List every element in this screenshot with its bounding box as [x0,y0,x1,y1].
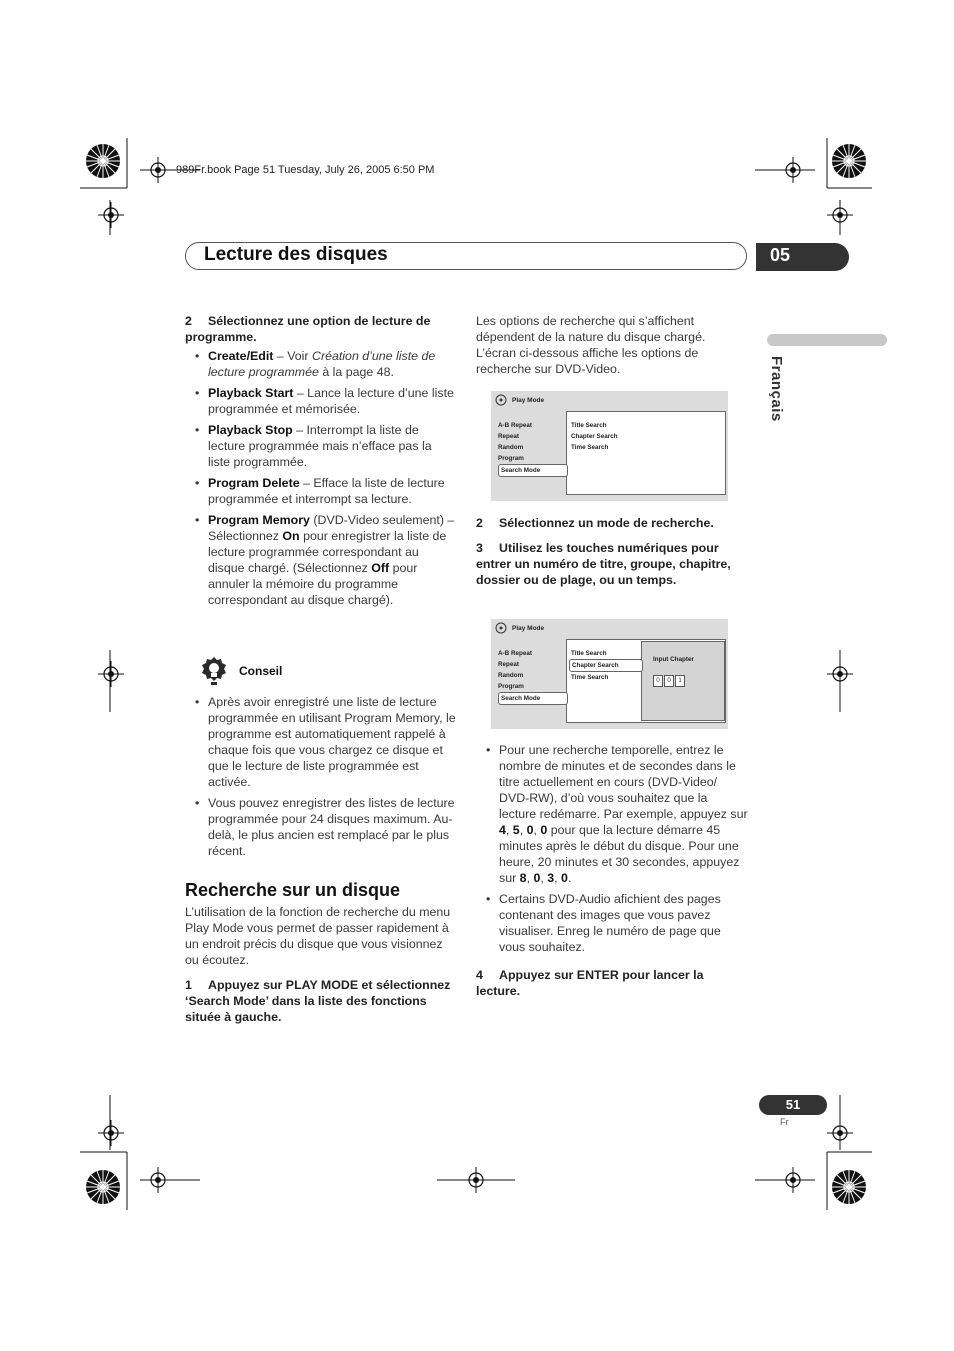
language-label: Français [768,356,785,422]
list-item: • Vous pouvez enregistrer des listes de lecture programmée pour 24 disques maximum. Au-delà, le plus ancien est remplacé par le plus récent. [185,795,457,859]
chapter-title: Lecture des disques [204,244,388,265]
digit-inputs [653,669,686,687]
right-bullets [476,742,748,999]
page-language: Fr [780,1117,789,1127]
list-item: • Pour une recherche temporelle, entrez le nombre de minutes et de secondes dans le titre actuellement en cours (DVD-Video/ DVD-RW), d’où vous souhaitez que la lecture redémarre. Par exemple, appuyez sur 4, 5, 0, 0 pour que la lecture démarre 45 minutes après le début du disque. Pour une heure, 20 minutes et 30 secondes, appuyez sur 8, 0, 3, 0. [476,742,748,886]
menu-item: Repeat [498,661,519,668]
digit-box: 0 [653,675,663,687]
menu-item: A-B Repeat [498,650,532,657]
disc-icon [495,394,507,406]
page-number: 51 [759,1095,827,1115]
step-2-heading: 2 Sélectionnez une option de lecture de programme. [185,314,431,344]
screen-options [571,420,618,453]
step-1-heading: 1 Appuyez sur PLAY MODE et sélectionnez ‘Search Mode’ dans la liste des fonctions située à gauche. [185,978,451,1024]
step-3-heading: 3 Utilisez les touches numériques pour entrer un numéro de titre, groupe, chapitre, dossier ou de plage, ou un temps. [476,541,731,587]
list-item: • Playback Stop – Interrompt la liste de lecture programmée mais n’efface pas la liste programmée. [185,422,457,470]
menu-item: A-B Repeat [498,422,532,429]
menu-item-selected: Search Mode [498,692,568,705]
menu-item-selected: Search Mode [498,464,568,477]
digit-box: 0 [664,675,674,687]
screen-menu [498,420,568,477]
tips-block [185,694,457,864]
tip-label: Conseil [239,664,283,678]
option-item: Time Search [571,444,609,451]
option-item: Title Search [571,422,607,429]
disc-icon [495,622,507,634]
screen-title: Play Mode [512,397,545,404]
list-item: • Create/Edit – Voir Création d’une liste de lecture programmée à la page 48. [185,348,457,380]
menu-item: Repeat [498,433,519,440]
step-2-heading-right: 2 Sélectionnez un mode de recherche. [476,516,714,530]
menu-item: Random [498,444,524,451]
screen-menu [498,648,568,705]
option-item-selected: Chapter Search [569,659,643,672]
screen-options [569,648,643,683]
input-label: Input Chapter [653,656,694,663]
left-column [185,313,457,613]
right-steps-2-3 [476,515,744,588]
lightbulb-icon [199,655,229,687]
section-body: L’utilisation de la fonction de recherche du menu Play Mode vous permet de passer rapidement à un endroit précis du disque que vous visionnez ou écoutez. 1 Appuyez sur PLAY MODE et sélectionnez ‘Search Mode’ dans la liste des fonctions située à gauche. [185,904,457,1025]
list-item: • Certains DVD-Audio afichient des pages contenant des images que vous pavez visualiser. Enreg le numéro de page que vous souhaitez. [476,891,748,955]
list-item: • Playback Start – Lance la lecture d’une liste programmée et mémorisée. [185,385,457,417]
step-4-heading: 4 Appuyez sur ENTER pour lancer la lecture. [476,968,704,998]
option-item: Chapter Search [571,433,618,440]
play-mode-screen-1 [491,391,728,501]
list-item: • Après avoir enregistré une liste de lecture programmée en utilisant Program Memory, le programme est automatiquement rappelé à chaque fois que vous chargez ce disque et que le lecture de liste programmée est activée. [185,694,457,790]
option-item: Title Search [571,650,607,657]
digit-box: 1 [675,675,685,687]
menu-item: Random [498,672,524,679]
chapter-number: 05 [756,243,849,271]
menu-item: Program [498,455,524,462]
play-mode-screen-2 [491,619,728,729]
menu-item: Program [498,683,524,690]
program-options-list [185,348,457,608]
list-item: • Program Delete – Efface la liste de lecture programmée et interrompt sa lecture. [185,475,457,507]
print-header: 989Fr.book Page 51 Tuesday, July 26, 2005 6:50 PM [176,164,435,176]
option-item: Time Search [571,674,609,681]
list-item: • Program Memory (DVD-Video seulement) – Sélectionnez On pour enregistrer la liste de lecture programmée correspondant au disque chargé. (Sélectionnez Off pour annuler la mémoire du programme correspondant au disque chargé). [185,512,457,608]
right-intro: Les options de recherche qui s’affichent dépendent de la nature du disque chargé. L’écran ci-dessous affiche les options de recherche sur DVD-Video. [476,314,706,376]
screen-title: Play Mode [512,625,545,632]
language-tab [767,334,887,346]
section-title: Recherche sur un disque [185,880,401,900]
